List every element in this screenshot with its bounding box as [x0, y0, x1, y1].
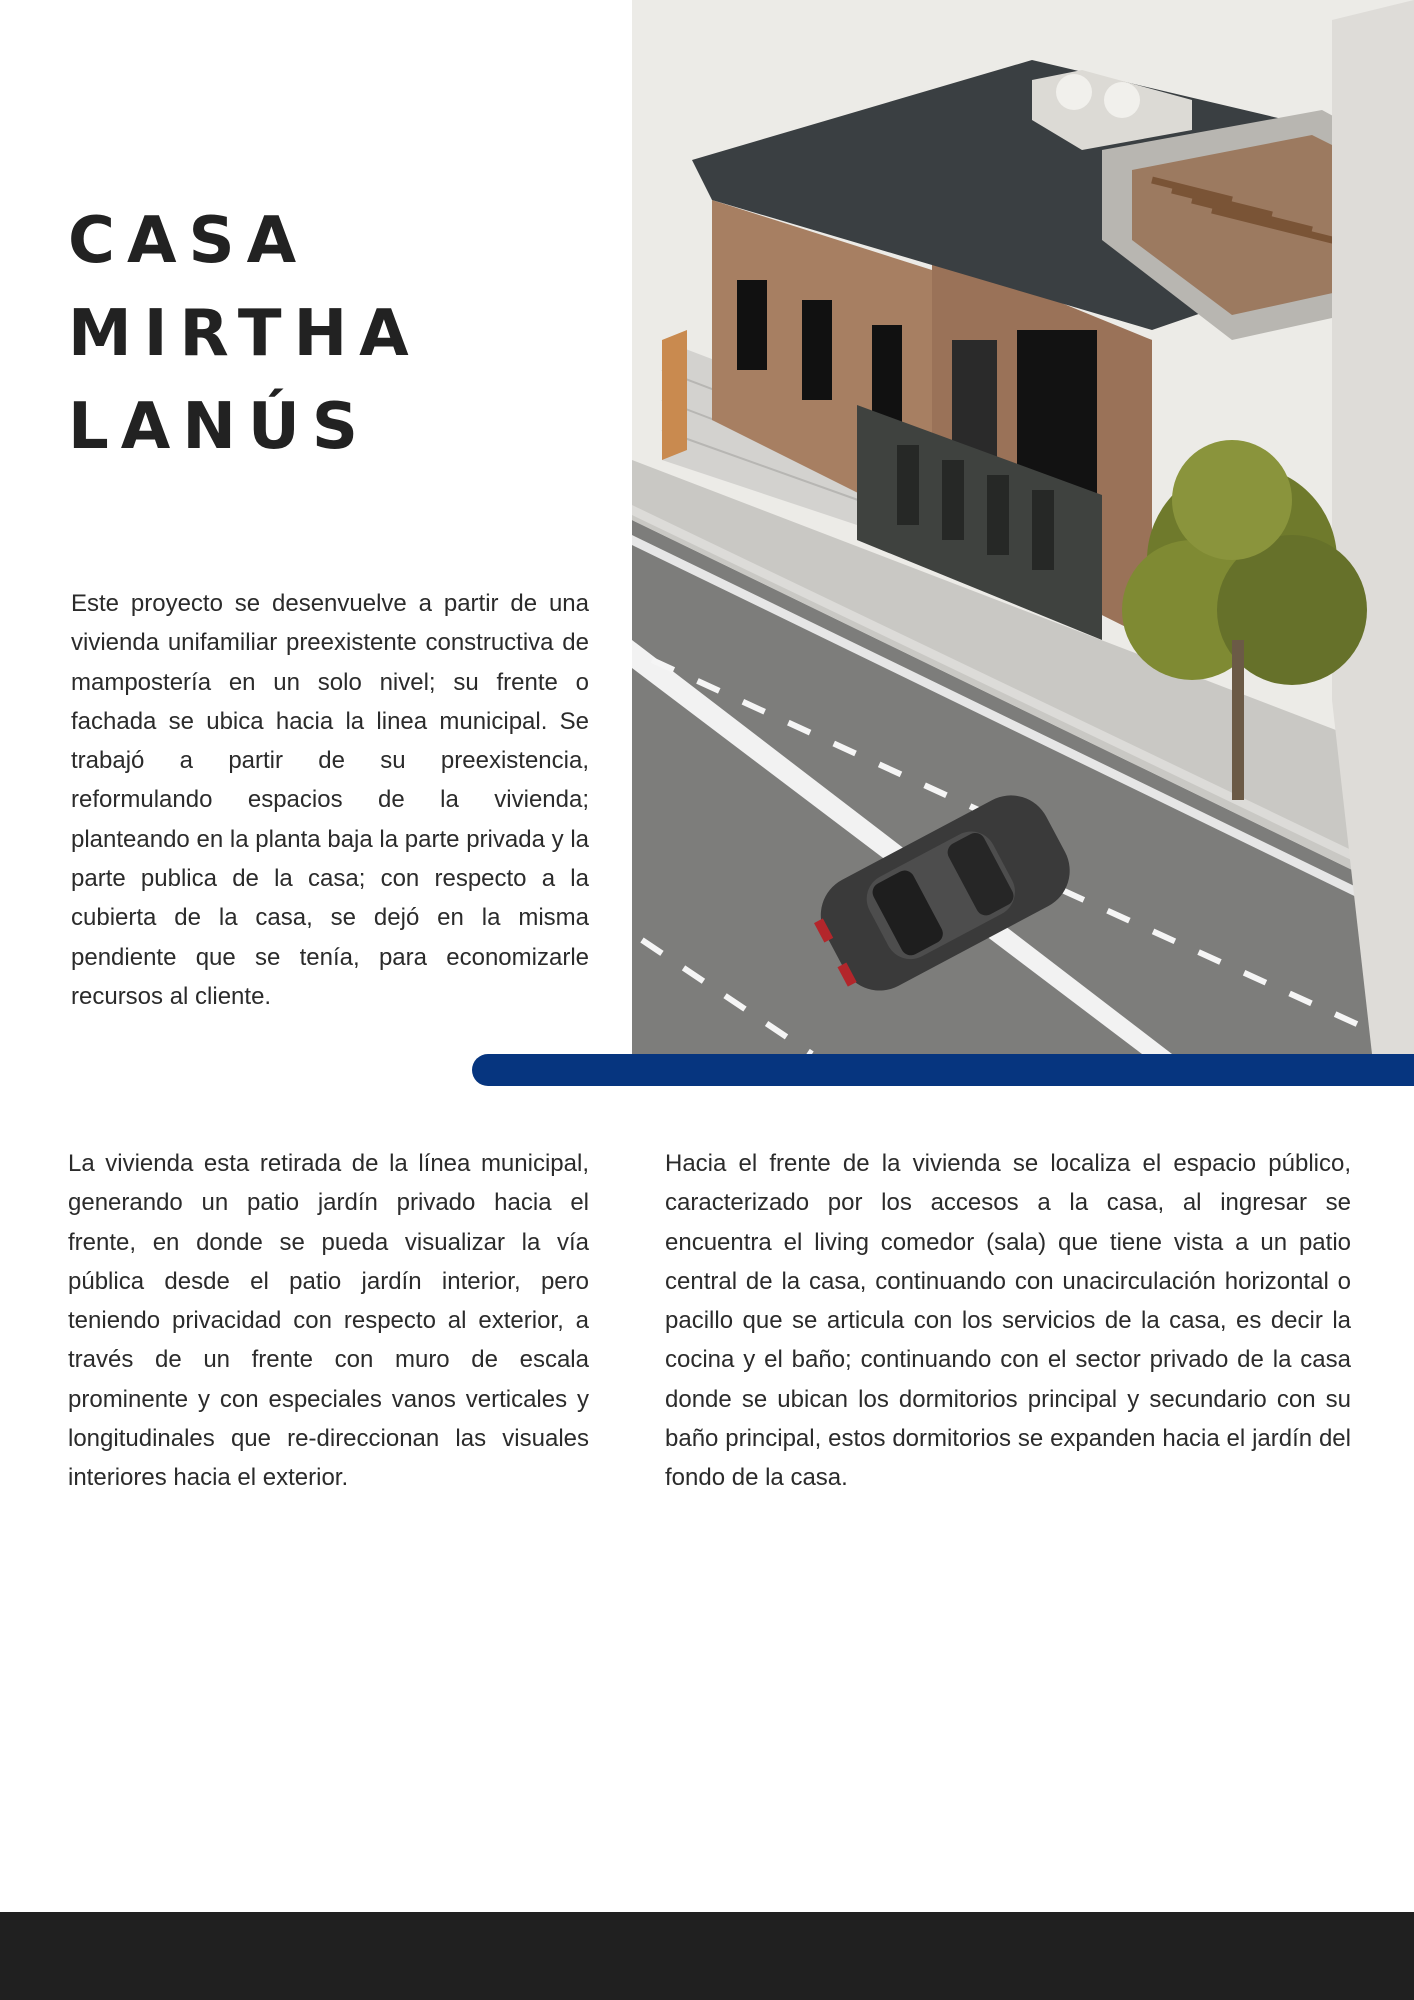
- accent-bar: [472, 1054, 1414, 1086]
- page-title: [68, 195, 421, 474]
- footer-band: [0, 1912, 1414, 2000]
- intro-paragraph: Este proyecto se desenvuelve a partir de una vivienda unifamiliar preexistente constructiva de mampostería en un solo nivel; su frente o fachada se ubica hacia la linea municipal. Se trabajó a partir de su preexistencia, reformulando espacios de la vivienda; planteando en la planta baja la parte privada y la parte publica de la casa; con respecto a la cubierta de la casa, se dejó en la misma pendiente que se tenía, para economizarle recursos al cliente.: [71, 590, 589, 1010]
- title-line-3: LANÚS: [68, 390, 370, 464]
- column-right-paragraph: Hacia el frente de la vivienda se localiza el espacio público, caracterizado por los accesos a la casa, al ingresar se encuentra el living comedor (sala) que tiene vista a un patio central de la casa, continuando con unacirculación horizontal o pacillo que se articula con los servicios de la casa, es decir la cocina y el baño; continuando con el sector privado de la casa donde se ubican los dormitorios principal y secundario con su baño principal, estos dormitorios se expanden hacia el jardín del fondo de la casa.: [665, 1150, 1351, 1492]
- house-render-image: [632, 0, 1414, 1054]
- column-left-paragraph: La vivienda esta retirada de la línea municipal, generando un patio jardín privado hacia el frente, en donde se pueda visualizar la vía pública desde el patio jardín interior, pero teniendo privacidad con respecto al exterior, a través de un frente con muro de escala prominente y con especiales vanos verticales y longitudinales que re-direccionan las visuales interiores hacia el exterior.: [68, 1150, 589, 1492]
- title-line-1: CASA: [68, 204, 309, 278]
- title-line-2: MIRTHA: [68, 297, 421, 371]
